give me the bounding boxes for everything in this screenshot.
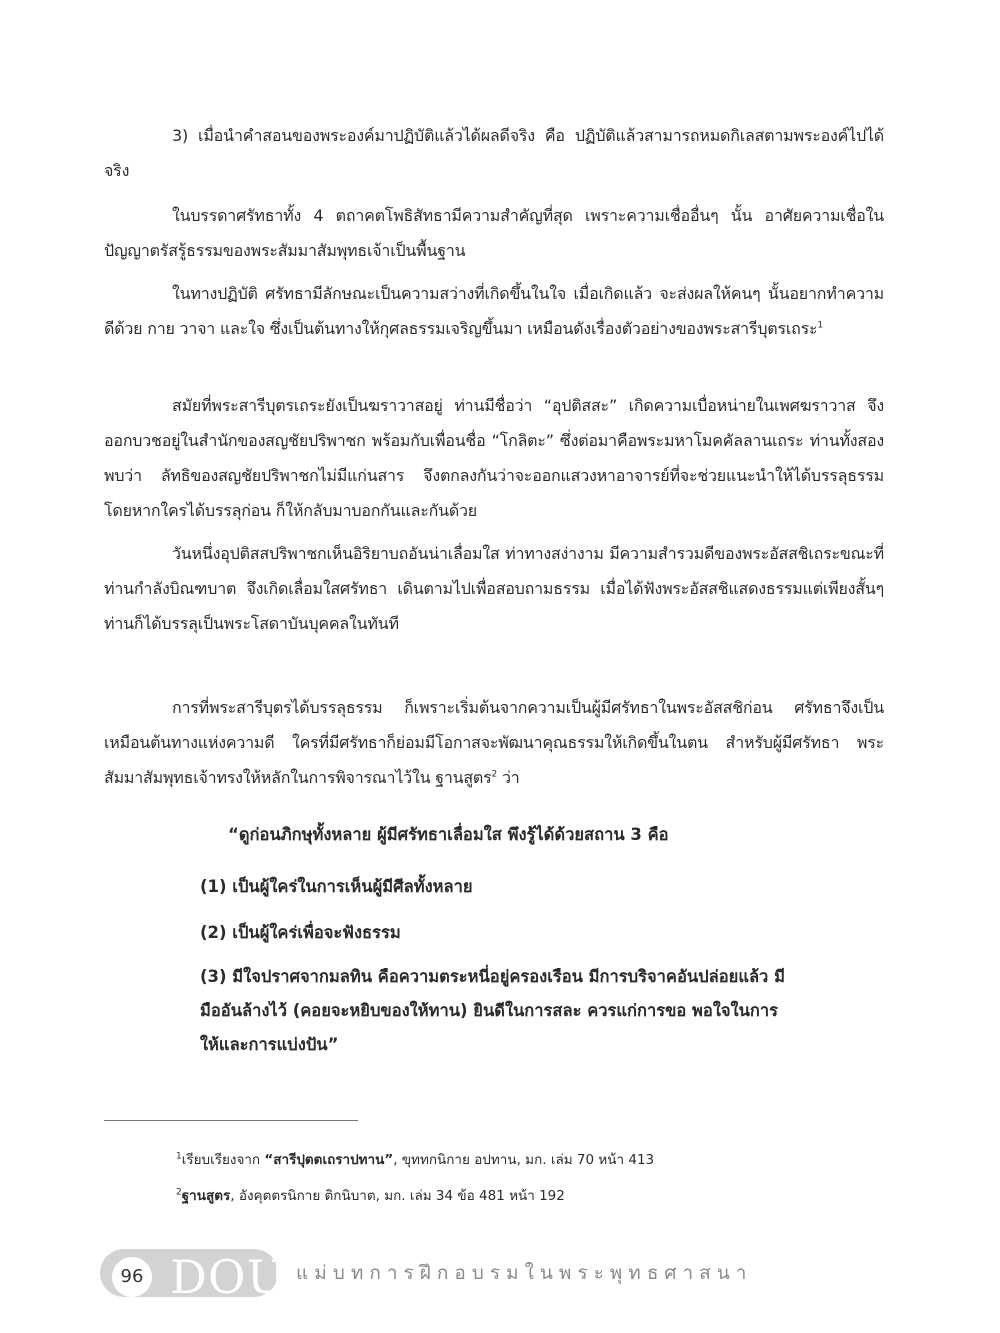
footnote-1-number: 1 <box>176 1151 182 1162</box>
footnote-2-reference: , อังคุตตรนิกาย ติกนิบาต, มก. เล่ม 34 ข้อ 481 หน้า 192 <box>230 1188 565 1204</box>
footnote-divider <box>104 1120 358 1121</box>
paragraph-1 <box>104 118 884 188</box>
paragraph-2-text: ในบรรดาศรัทธาทั้ง 4 ตถาคตโพธิสัทธามีความสำคัญที่สุด เพราะความเชื่ออื่นๆ นั้น อาศัยความเชื่อในปัญญาตรัสรู้ธรรมของพระสัมมาสัมพุทธเจ้าเป็นพื้นฐาน <box>104 206 884 260</box>
paragraph-6-tail: ว่า <box>501 768 520 787</box>
paragraph-3-text: ในทางปฏิบัติ ศรัทธามีลักษณะเป็นความสว่างที่เกิดขึ้นในใจ เมื่อเกิดแล้ว จะส่งผลให้คนๆ นั้นอยากทำความดีด้วย กาย วาจา และใจ ซึ่งเป็นต้นทางให้กุศลธรรมเจริญขึ้นมา เหมือนดังเรื่องตัวอย่างของพระสารีบุตรเถระ <box>104 284 884 338</box>
footnote-2 <box>176 1186 565 1206</box>
quote-item-3: (3) มีใจปราศจากมลทิน คือความตระหนี่อยู่ครองเรือน มีการบริจาคอันปล่อยแล้ว มีมืออันล้างไว้ (คอยจะหยิบของให้ทาน) ยินดีในการสละ ควรแก่การขอ พอใจในการให้และการแบ่งปัน” <box>200 967 785 1054</box>
paragraph-6 <box>104 690 884 795</box>
paragraph-4-text: สมัยที่พระสารีบุตรเถระยังเป็นฆราวาสอยู่ ท่านมีชื่อว่า “อุปติสสะ” เกิดความเบื่อหน่ายในเพศฆราวาส จึงออกบวชอยู่ในสำนักของสญชัยปริพาชก พร้อมกับเพื่อนชื่อ “โกลิตะ” ซึ่งต่อมาคือพระมหาโมคคัลลานเถระ ท่านทั้งสองพบว่า ลัทธิของสญชัยปริพาชกไม่มีแก่นสาร จึงตกลงกันว่าจะออกแสวงหาอาจารย์ที่จะช่วยแนะนำให้ได้บรรลุธรรม โดยหากใครได้บรรลุก่อน ก็ให้กลับมาบอกกันและกันด้วย <box>104 396 884 520</box>
paragraph-5 <box>104 536 884 641</box>
footnote-1-title: “สารีปุตตเถราปทาน” <box>264 1152 394 1168</box>
quote-item-1: (1) เป็นผู้ใคร่ในการเห็นผู้มีศีลทั้งหลาย <box>200 877 473 896</box>
paragraph-1-text: 3) เมื่อนำคำสอนของพระองค์มาปฏิบัติแล้วได้ผลดีจริง คือ ปฏิบัติแล้วสามารถหมดกิเลสตามพระองค์ไปได้จริง <box>104 126 884 180</box>
quote-intro: “ดูก่อนภิกษุทั้งหลาย ผู้มีศรัทธาเลื่อมใส พึงรู้ได้ด้วยสถาน 3 คือ <box>228 825 669 844</box>
footnote-1 <box>176 1150 654 1170</box>
footer-badge <box>100 1249 287 1304</box>
quote-item-2: (2) เป็นผู้ใคร่เพื่อจะฟังธรรม <box>200 923 401 942</box>
paragraph-2 <box>104 198 884 268</box>
paragraph-3 <box>104 276 884 346</box>
footnote-ref-1: 1 <box>817 320 823 331</box>
footnote-1-reference: , ขุททกนิกาย อปทาน, มก. เล่ม 70 หน้า 413 <box>393 1152 655 1168</box>
paragraph-4 <box>104 388 884 528</box>
page-number: 96 <box>112 1257 152 1297</box>
document-page <box>104 0 884 1333</box>
footnote-2-number: 2 <box>176 1187 182 1198</box>
footnote-ref-2: 2 <box>491 769 498 780</box>
footnote-1-prefix: เรียบเรียงจาก <box>181 1152 265 1168</box>
footnote-2-title: ฐานสูตร <box>181 1188 231 1204</box>
page-footer <box>100 1245 900 1304</box>
dou-logo: DOU <box>170 1250 287 1304</box>
book-title: แม่บทการฝึกอบรมในพระพุทธศาสนา <box>296 1262 753 1284</box>
paragraph-6-text: การที่พระสารีบุตรได้บรรลุธรรม ก็เพราะเริ่มต้นจากความเป็นผู้มีศรัทธาในพระอัสสชิก่อน ศรัทธาจึงเป็นเหมือนต้นทางแห่งความดี ใครที่มีศรัทธาก็ย่อมมีโอกาสจะพัฒนาคุณธรรมให้เกิดขึ้นในตน สำหรับผู้มีศรัทธา พระสัมมาสัมพุทธเจ้าทรงให้หลักในการพิจารณาไว้ใน ฐานสูตร <box>104 698 884 787</box>
paragraph-5-text: วันหนึ่งอุปติสสปริพาชกเห็นอิริยาบถอันน่าเลื่อมใส ท่าทางสง่างาม มีความสำรวมดีของพระอัสสชิเถระขณะที่ท่านกำลังบิณฑบาต จึงเกิดเลื่อมใสศรัทธา เดินตามไปเพื่อสอบถามธรรม เมื่อได้ฟังพระอัสสชิแสดงธรรมแต่เพียงสั้นๆ ท่านก็ได้บรรลุเป็นพระโสดาบันบุคคลในทันที <box>104 544 884 633</box>
